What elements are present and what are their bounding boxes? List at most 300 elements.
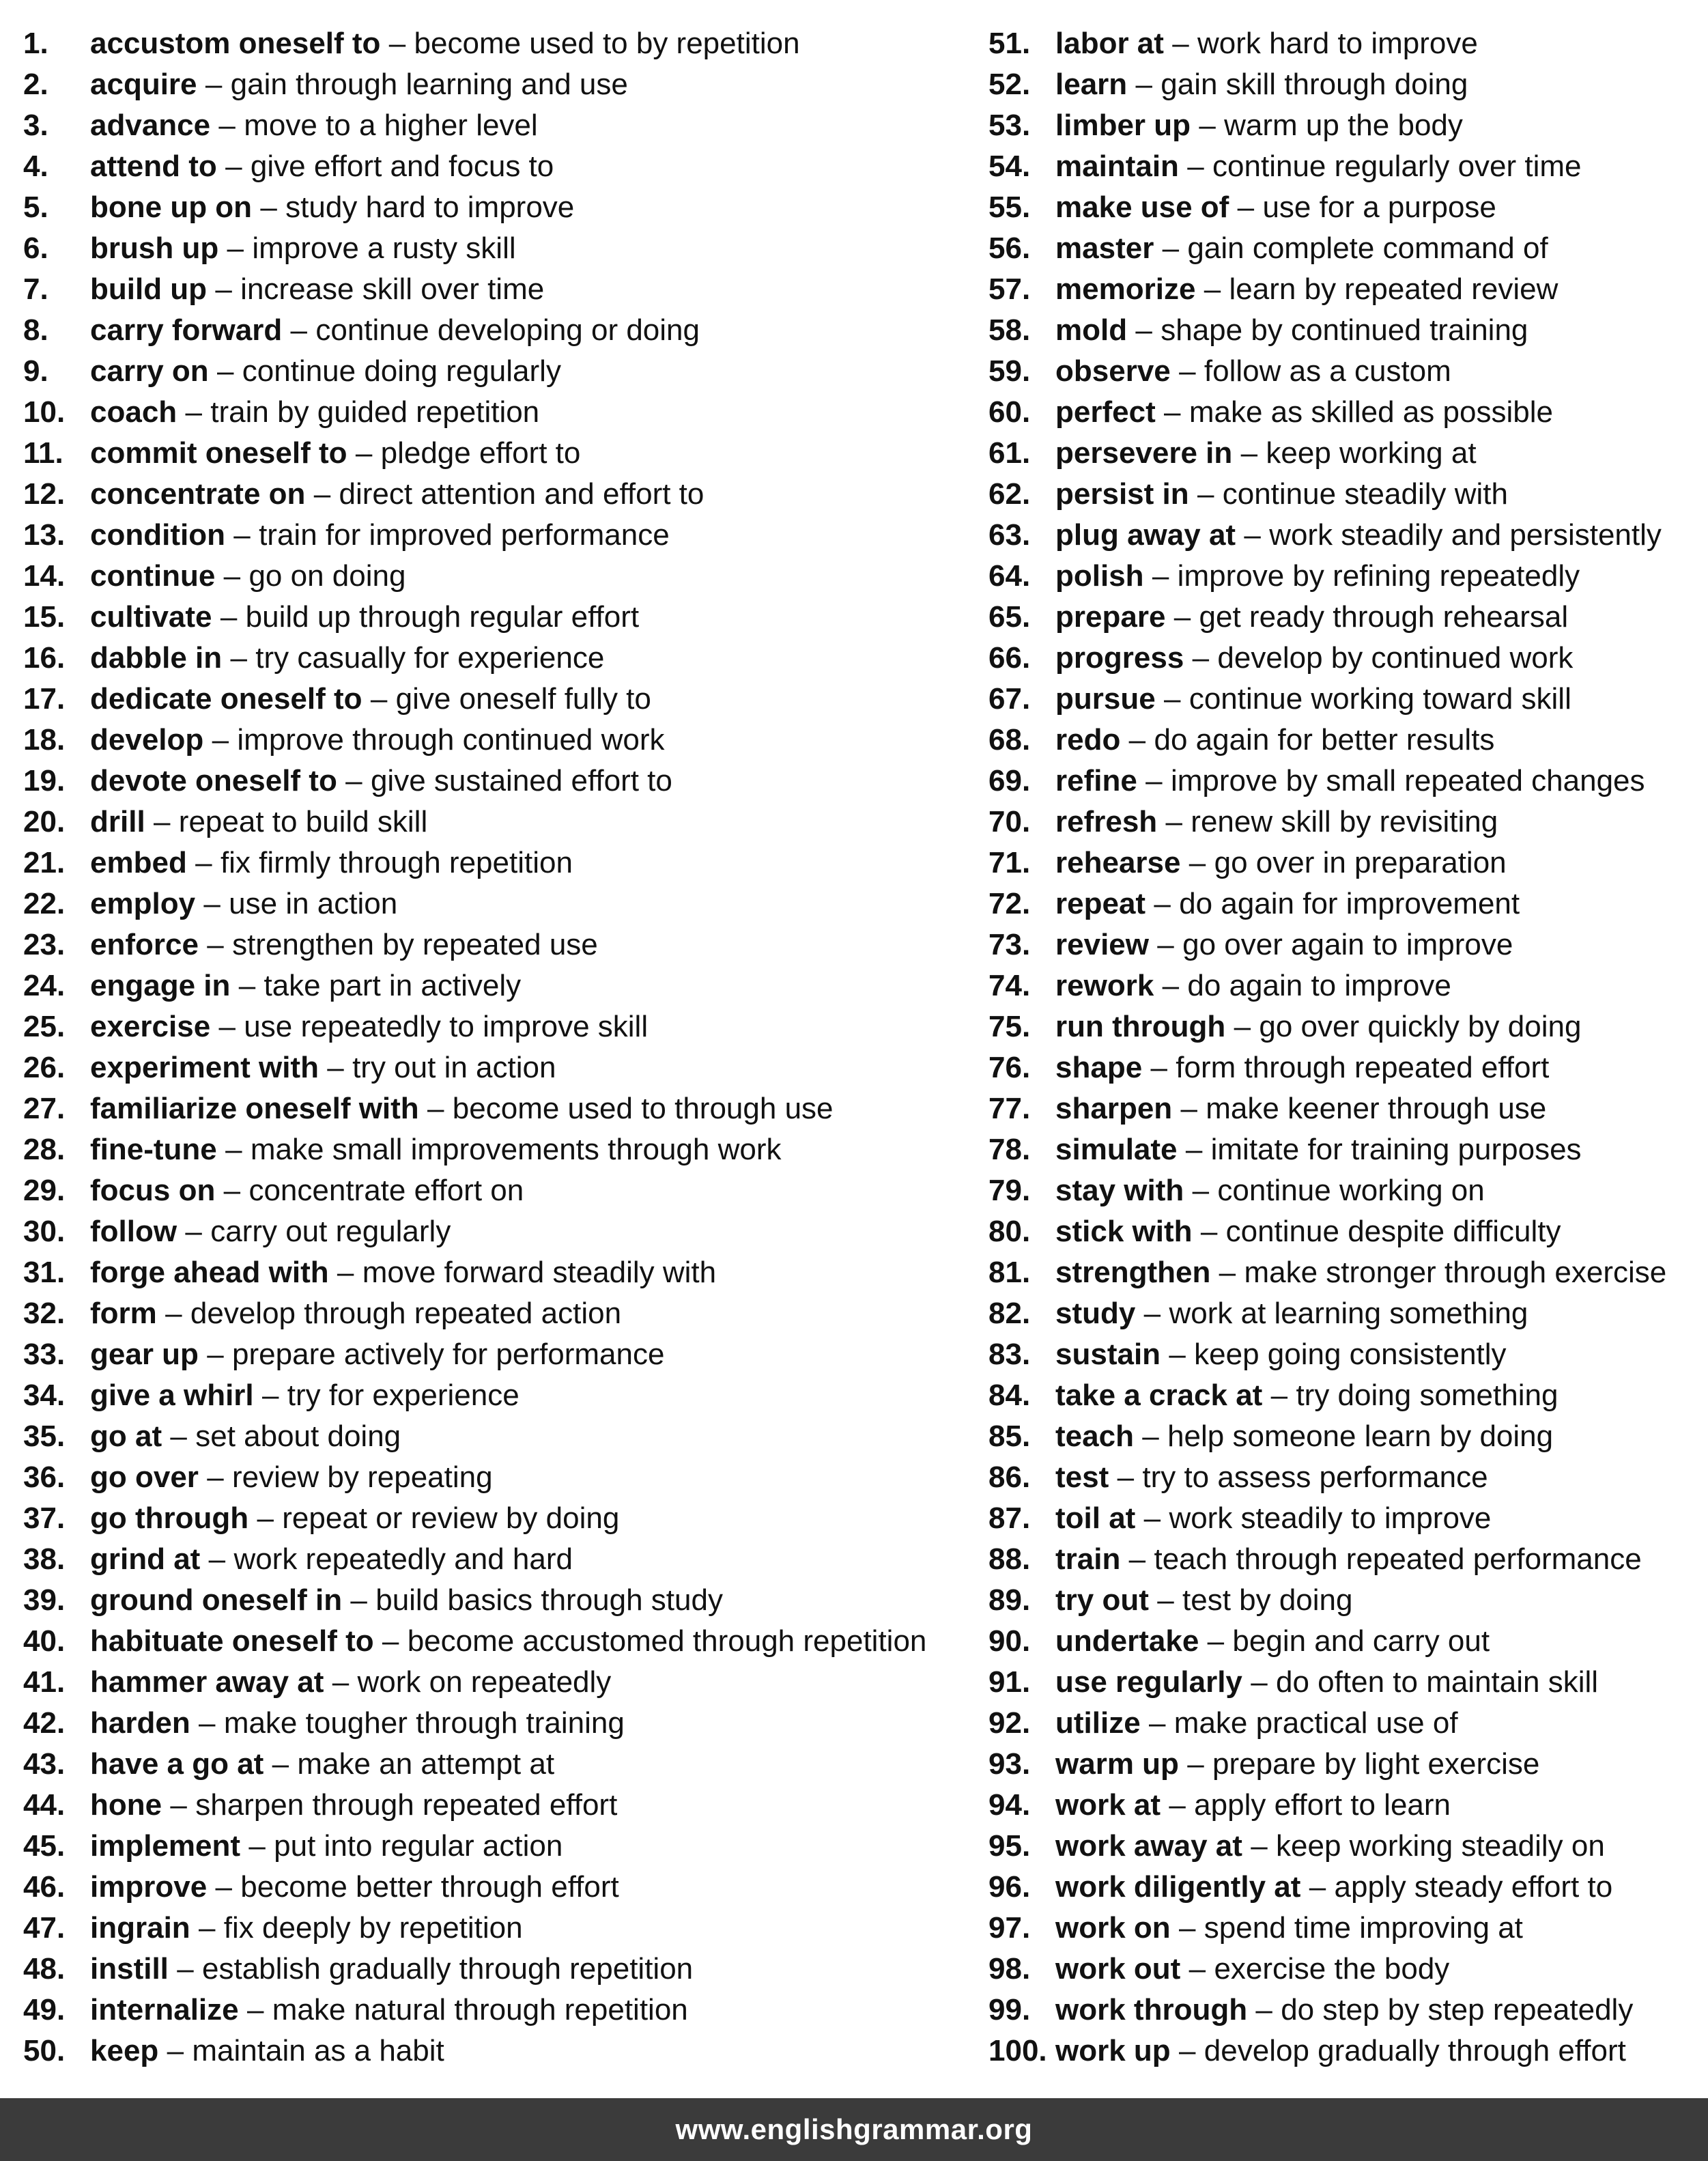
entry-number: 5. — [23, 190, 48, 224]
entry-term: acquire — [90, 68, 197, 101]
entry-definition: make an attempt at — [297, 1747, 555, 1781]
entry-definition: use repeatedly to improve skill — [244, 1010, 649, 1043]
entry-term: enforce — [90, 928, 199, 961]
entry-definition: improve a rusty skill — [252, 231, 516, 265]
entry-definition: keep going consistently — [1194, 1338, 1507, 1371]
entry-term: continue — [90, 559, 216, 593]
entry-separator: – — [1192, 641, 1210, 675]
entry-number: 83. — [988, 1338, 1031, 1371]
entry-definition: make keener through use — [1206, 1092, 1547, 1125]
entry-separator: – — [1240, 436, 1258, 470]
entry-definition: repeat to build skill — [178, 805, 428, 838]
entry-number: 82. — [988, 1297, 1031, 1330]
list-item — [988, 884, 1705, 924]
list-item — [988, 1990, 1705, 2031]
entry-number: 57. — [988, 272, 1031, 306]
entry-number: 24. — [23, 969, 66, 1002]
entry-term: persevere in — [1055, 436, 1233, 470]
entry-separator: – — [1197, 477, 1214, 511]
entry-separator: – — [1207, 1624, 1225, 1658]
entry-number: 7. — [23, 272, 48, 306]
entry-term: shape — [1055, 1051, 1143, 1084]
list-item — [988, 1088, 1705, 1129]
entry-separator: – — [1164, 682, 1181, 716]
entry-term: repeat — [1055, 887, 1146, 920]
entry-definition: sharpen through repeated effort — [195, 1788, 618, 1822]
entry-definition: improve by small repeated changes — [1170, 764, 1645, 797]
entry-term: keep — [90, 2034, 159, 2067]
entry-definition: become better through effort — [240, 1870, 619, 1904]
entry-separator: – — [1255, 1993, 1272, 2026]
entry-separator: – — [1270, 1379, 1288, 1412]
entry-definition: teach through repeated performance — [1154, 1542, 1642, 1576]
entry-definition: build up through regular effort — [245, 600, 640, 634]
entry-separator: – — [218, 109, 236, 142]
entry-number: 2. — [23, 68, 48, 101]
entry-separator: – — [1180, 1092, 1197, 1125]
entry-definition: move forward steadily with — [362, 1256, 717, 1289]
entry-separator: – — [1162, 231, 1180, 265]
entry-definition: make natural through repetition — [272, 1993, 688, 2026]
entry-definition: give sustained effort to — [370, 764, 672, 797]
entry-definition: give effort and focus to — [250, 150, 554, 183]
entry-number: 79. — [988, 1174, 1031, 1207]
list-item — [988, 1047, 1705, 1088]
entry-separator: – — [1189, 846, 1206, 879]
list-item — [988, 1662, 1705, 1703]
entry-term: make use of — [1055, 190, 1229, 224]
list-item — [23, 1990, 979, 2031]
entry-definition: continue developing or doing — [315, 313, 700, 347]
entry-separator: – — [1309, 1870, 1326, 1904]
entry-term: observe — [1055, 354, 1171, 388]
entry-separator: – — [260, 190, 277, 224]
list-item — [23, 1211, 979, 1252]
entry-term: hammer away at — [90, 1665, 324, 1699]
entry-number: 25. — [23, 1010, 66, 1043]
entry-term: toil at — [1055, 1501, 1136, 1535]
entry-number: 65. — [988, 600, 1031, 634]
entry-definition: gain through learning and use — [230, 68, 628, 101]
entry-term: focus on — [90, 1174, 216, 1207]
list-item — [23, 2031, 979, 2072]
entry-number: 4. — [23, 150, 48, 183]
entry-term: coach — [90, 395, 177, 429]
entry-number: 9. — [23, 354, 48, 388]
entry-definition: use in action — [229, 887, 398, 920]
entry-number: 13. — [23, 518, 66, 552]
entry-term: forge ahead with — [90, 1256, 329, 1289]
entry-definition: make small improvements through work — [250, 1133, 782, 1166]
entry-separator: – — [223, 559, 241, 593]
list-item — [988, 228, 1705, 269]
entry-separator: – — [227, 231, 244, 265]
entry-term: dedicate oneself to — [90, 682, 362, 716]
entry-definition: move to a higher level — [244, 109, 538, 142]
entry-definition: improve through continued work — [237, 723, 665, 757]
entry-term: go at — [90, 1420, 162, 1453]
entry-term: work on — [1055, 1911, 1171, 1945]
entry-separator: – — [1204, 272, 1221, 306]
entry-separator: – — [1200, 1215, 1218, 1248]
entry-term: pursue — [1055, 682, 1156, 716]
entry-definition: continue working on — [1217, 1174, 1485, 1207]
entry-definition: increase skill over time — [240, 272, 545, 306]
entry-separator: – — [215, 1870, 232, 1904]
list-item — [988, 187, 1705, 228]
entry-separator: – — [1251, 1829, 1268, 1863]
entry-separator: – — [1187, 150, 1204, 183]
entry-separator: – — [195, 846, 212, 879]
list-item — [23, 761, 979, 802]
entry-definition: do step by step repeatedly — [1281, 1993, 1634, 2026]
entry-number: 34. — [23, 1379, 66, 1412]
entry-definition: carry out regularly — [210, 1215, 451, 1248]
list-item — [988, 1334, 1705, 1375]
entry-separator: – — [170, 1420, 187, 1453]
entry-term: bone up on — [90, 190, 253, 224]
entry-number: 69. — [988, 764, 1031, 797]
list-item — [23, 1785, 979, 1826]
entry-number: 100. — [988, 2034, 1047, 2067]
list-item — [988, 761, 1705, 802]
list-item — [23, 1170, 979, 1211]
list-item — [23, 105, 979, 146]
entry-definition: make as skilled as possible — [1189, 395, 1553, 429]
entry-separator: – — [1199, 109, 1216, 142]
entry-number: 96. — [988, 1870, 1031, 1904]
entry-definition: get ready through rehearsal — [1199, 600, 1569, 634]
entry-definition: try for experience — [287, 1379, 519, 1412]
entry-definition: concentrate effort on — [248, 1174, 524, 1207]
entry-separator: – — [1128, 1542, 1146, 1576]
entry-separator: – — [1150, 1051, 1167, 1084]
list-item — [988, 924, 1705, 965]
entry-number: 50. — [23, 2034, 66, 2067]
entry-definition: work hard to improve — [1197, 27, 1478, 60]
entry-definition: build basics through study — [375, 1583, 723, 1617]
list-item — [988, 597, 1705, 638]
entry-number: 95. — [988, 1829, 1031, 1863]
entry-number: 81. — [988, 1256, 1031, 1289]
entry-number: 72. — [988, 887, 1031, 920]
entry-separator: – — [1187, 1747, 1204, 1781]
footer-url[interactable]: www.englishgrammar.org — [675, 2113, 1033, 2145]
entry-term: maintain — [1055, 150, 1179, 183]
entry-number: 22. — [23, 887, 66, 920]
entry-term: cultivate — [90, 600, 212, 634]
entry-number: 43. — [23, 1747, 66, 1781]
list-item — [988, 269, 1705, 310]
entry-definition: maintain as a habit — [192, 2034, 444, 2067]
entry-term: devote oneself to — [90, 764, 337, 797]
entry-term: familiarize oneself with — [90, 1092, 419, 1125]
entry-number: 80. — [988, 1215, 1031, 1248]
entry-separator: – — [1179, 2034, 1196, 2067]
entry-number: 67. — [988, 682, 1031, 716]
entry-term: rework — [1055, 969, 1154, 1002]
entry-separator: – — [313, 477, 331, 511]
entry-separator: – — [355, 436, 373, 470]
entry-number: 53. — [988, 109, 1031, 142]
list-item — [988, 310, 1705, 351]
entry-term: stay with — [1055, 1174, 1184, 1207]
entry-term: work out — [1055, 1952, 1181, 1986]
entry-definition: do often to maintain skill — [1276, 1665, 1599, 1699]
list-item — [23, 1826, 979, 1867]
entry-separator: – — [257, 1501, 274, 1535]
entry-separator: – — [207, 1460, 224, 1494]
list-item — [23, 228, 979, 269]
entry-definition: improve by refining repeatedly — [1177, 559, 1580, 593]
entry-number: 59. — [988, 354, 1031, 388]
entry-separator: – — [154, 805, 171, 838]
entry-definition: apply effort to learn — [1194, 1788, 1451, 1822]
entry-term: work away at — [1055, 1829, 1242, 1863]
entry-term: train — [1055, 1542, 1121, 1576]
list-item — [23, 64, 979, 105]
entry-number: 40. — [23, 1624, 66, 1658]
entry-number: 97. — [988, 1911, 1031, 1945]
entry-term: teach — [1055, 1420, 1134, 1453]
entry-number: 78. — [988, 1133, 1031, 1166]
entries-column-right — [988, 23, 1705, 2072]
entry-separator: – — [1135, 313, 1152, 347]
list-item — [23, 474, 979, 515]
entry-separator: – — [238, 969, 256, 1002]
entry-term: carry on — [90, 354, 209, 388]
entry-separator: – — [290, 313, 308, 347]
entry-separator: – — [1189, 1952, 1206, 1986]
entry-definition: gain complete command of — [1187, 231, 1548, 265]
entry-definition: develop by continued work — [1217, 641, 1574, 675]
entry-term: gear up — [90, 1338, 199, 1371]
list-item — [23, 1949, 979, 1990]
entry-term: have a go at — [90, 1747, 264, 1781]
entry-number: 51. — [988, 27, 1031, 60]
entry-separator: – — [327, 1051, 344, 1084]
list-item — [988, 351, 1705, 392]
entry-separator: – — [1165, 805, 1182, 838]
entry-separator: – — [1179, 354, 1196, 388]
list-item — [23, 1416, 979, 1457]
entry-separator: – — [388, 27, 406, 60]
entries-column-left — [23, 23, 979, 2072]
list-item — [23, 924, 979, 965]
entry-separator: – — [1143, 1501, 1161, 1535]
entry-separator: – — [1143, 1297, 1161, 1330]
entry-term: concentrate on — [90, 477, 306, 511]
entry-term: sustain — [1055, 1338, 1161, 1371]
entry-term: labor at — [1055, 27, 1164, 60]
entry-term: run through — [1055, 1010, 1226, 1043]
list-item — [23, 433, 979, 474]
list-item — [988, 433, 1705, 474]
entry-separator: – — [1169, 1788, 1186, 1822]
entry-separator: – — [1179, 1911, 1196, 1945]
entry-definition: become accustomed through repetition — [407, 1624, 927, 1658]
entry-number: 75. — [988, 1010, 1031, 1043]
entry-number: 58. — [988, 313, 1031, 347]
entry-definition: establish gradually through repetition — [202, 1952, 694, 1986]
entry-definition: continue working toward skill — [1189, 682, 1571, 716]
list-item — [988, 1949, 1705, 1990]
entry-separator: – — [165, 1297, 182, 1330]
entry-definition: exercise the body — [1214, 1952, 1450, 1986]
entry-number: 8. — [23, 313, 48, 347]
entry-term: undertake — [1055, 1624, 1199, 1658]
list-item — [23, 597, 979, 638]
entry-number: 12. — [23, 477, 66, 511]
entry-separator: – — [207, 928, 224, 961]
entry-term: dabble in — [90, 641, 223, 675]
entry-separator: – — [218, 1010, 236, 1043]
list-item — [988, 1375, 1705, 1416]
entry-term: give a whirl — [90, 1379, 254, 1412]
entry-number: 61. — [988, 436, 1031, 470]
entry-term: master — [1055, 231, 1154, 265]
entry-number: 23. — [23, 928, 66, 961]
entry-term: exercise — [90, 1010, 211, 1043]
entry-separator: – — [170, 1788, 187, 1822]
entry-separator: – — [230, 641, 247, 675]
entry-number: 64. — [988, 559, 1031, 593]
list-item — [23, 1703, 979, 1744]
entry-definition: gain skill through doing — [1161, 68, 1468, 101]
entry-definition: train for improved performance — [259, 518, 670, 552]
list-item — [988, 1129, 1705, 1170]
entry-definition: study hard to improve — [285, 190, 575, 224]
list-item — [988, 843, 1705, 884]
entry-number: 28. — [23, 1133, 66, 1166]
entry-number: 44. — [23, 1788, 66, 1822]
entry-term: sharpen — [1055, 1092, 1173, 1125]
entry-term: limber up — [1055, 109, 1191, 142]
entry-definition: give oneself fully to — [395, 682, 651, 716]
list-item — [23, 392, 979, 433]
entry-number: 30. — [23, 1215, 66, 1248]
entry-number: 47. — [23, 1911, 66, 1945]
entry-term: ingrain — [90, 1911, 190, 1945]
entry-term: drill — [90, 805, 145, 838]
list-item — [988, 1826, 1705, 1867]
entry-definition: test by doing — [1182, 1583, 1353, 1617]
entry-separator: – — [205, 68, 223, 101]
entry-number: 21. — [23, 846, 66, 879]
entry-separator: – — [199, 1706, 216, 1740]
entry-separator: – — [1157, 1583, 1174, 1617]
entry-definition: imitate for training purposes — [1210, 1133, 1582, 1166]
entry-definition: use for a purpose — [1262, 190, 1496, 224]
entry-definition: develop through repeated action — [190, 1297, 622, 1330]
entry-separator: – — [1128, 723, 1146, 757]
entry-number: 46. — [23, 1870, 66, 1904]
entry-term: polish — [1055, 559, 1144, 593]
entry-definition: go over again to improve — [1182, 928, 1513, 961]
list-item — [988, 965, 1705, 1006]
list-item — [988, 679, 1705, 720]
entry-number: 55. — [988, 190, 1031, 224]
entry-term: refine — [1055, 764, 1137, 797]
entry-definition: repeat or review by doing — [282, 1501, 620, 1535]
entry-number: 77. — [988, 1092, 1031, 1125]
entry-number: 3. — [23, 109, 48, 142]
entry-number: 39. — [23, 1583, 66, 1617]
entry-separator: – — [345, 764, 362, 797]
entry-number: 76. — [988, 1051, 1031, 1084]
list-item — [988, 1498, 1705, 1539]
entry-term: brush up — [90, 231, 219, 265]
entry-number: 38. — [23, 1542, 66, 1576]
entry-term: study — [1055, 1297, 1136, 1330]
entry-term: work at — [1055, 1788, 1161, 1822]
entry-number: 87. — [988, 1501, 1031, 1535]
entry-separator: – — [212, 723, 229, 757]
list-item — [23, 965, 979, 1006]
entry-separator: – — [216, 354, 234, 388]
entry-definition: go over quickly by doing — [1259, 1010, 1582, 1043]
entry-number: 48. — [23, 1952, 66, 1986]
entry-number: 94. — [988, 1788, 1031, 1822]
list-item — [988, 1785, 1705, 1826]
entry-definition: work repeatedly and hard — [233, 1542, 573, 1576]
entry-definition: form through repeated effort — [1176, 1051, 1550, 1084]
entry-definition: shape by continued training — [1161, 313, 1528, 347]
entry-definition: renew skill by revisiting — [1191, 805, 1498, 838]
list-item — [988, 1006, 1705, 1047]
entry-number: 88. — [988, 1542, 1031, 1576]
entry-definition: do again for better results — [1154, 723, 1495, 757]
entry-number: 60. — [988, 395, 1031, 429]
entry-term: employ — [90, 887, 196, 920]
list-item — [23, 146, 979, 187]
list-item — [23, 1129, 979, 1170]
list-item — [23, 310, 979, 351]
entry-definition: continue despite difficulty — [1225, 1215, 1561, 1248]
entry-definition: make stronger through exercise — [1244, 1256, 1667, 1289]
entry-number: 62. — [988, 477, 1031, 511]
entry-number: 92. — [988, 1706, 1031, 1740]
entry-number: 84. — [988, 1379, 1031, 1412]
entry-separator: – — [1154, 887, 1171, 920]
list-item — [988, 1539, 1705, 1580]
entry-term: use regularly — [1055, 1665, 1242, 1699]
list-item — [23, 720, 979, 761]
entry-number: 18. — [23, 723, 66, 757]
entry-number: 93. — [988, 1747, 1031, 1781]
list-item — [988, 1457, 1705, 1498]
entry-definition: try out in action — [352, 1051, 556, 1084]
entry-definition: work steadily to improve — [1169, 1501, 1492, 1535]
entry-separator: – — [233, 518, 251, 552]
list-item — [23, 843, 979, 884]
entry-term: simulate — [1055, 1133, 1178, 1166]
list-item — [988, 1867, 1705, 1908]
entry-definition: follow as a custom — [1204, 354, 1451, 388]
list-item — [23, 23, 979, 64]
entry-separator: – — [1172, 27, 1189, 60]
entry-separator: – — [1157, 928, 1174, 961]
list-item — [23, 1006, 979, 1047]
entry-term: work up — [1055, 2034, 1171, 2067]
entry-term: internalize — [90, 1993, 239, 2026]
entry-number: 32. — [23, 1297, 66, 1330]
entry-number: 15. — [23, 600, 66, 634]
entry-definition: keep working at — [1266, 436, 1477, 470]
entry-definition: fix deeply by repetition — [223, 1911, 523, 1945]
entry-number: 73. — [988, 928, 1031, 961]
entry-definition: begin and carry out — [1232, 1624, 1490, 1658]
